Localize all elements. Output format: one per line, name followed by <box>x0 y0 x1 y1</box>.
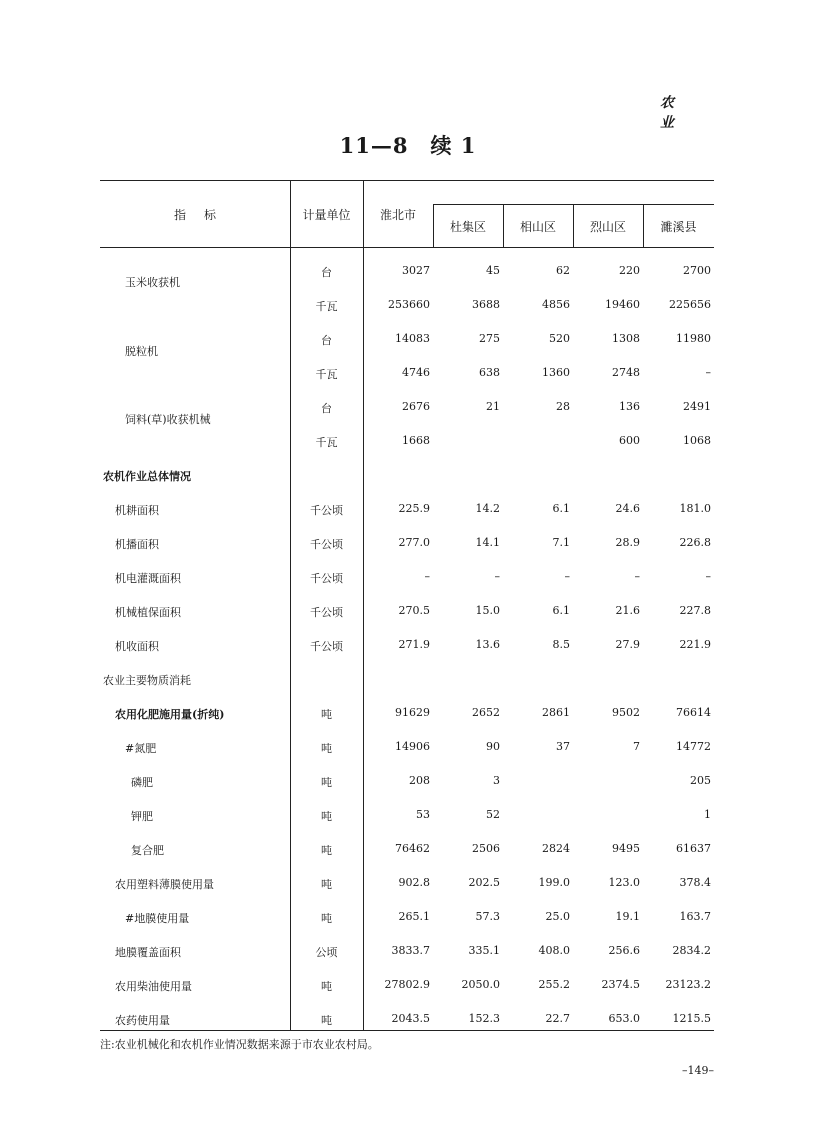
row-name: 机收面积 <box>115 640 159 653</box>
value-cell: 255.2 <box>538 978 570 991</box>
unit-cell: 千公顷 <box>310 504 343 517</box>
value-cell: 4746 <box>402 366 430 379</box>
header-indicator: 指标 <box>173 208 234 222</box>
value-cell: 220 <box>619 264 640 277</box>
value-cell: 14772 <box>676 740 711 753</box>
value-cell: 21 <box>486 400 500 413</box>
value-cell: 2700 <box>683 264 711 277</box>
value-cell: 181.0 <box>679 502 711 515</box>
table-row <box>100 900 714 934</box>
value-cell: 1 <box>704 808 711 821</box>
table-title: 11—8 续 1 <box>339 133 477 158</box>
value-cell: 2676 <box>402 400 430 413</box>
unit-cell: 吨 <box>321 708 332 721</box>
value-cell: 227.8 <box>679 604 711 617</box>
value-cell: 202.5 <box>468 876 500 889</box>
value-cell: 76614 <box>676 706 711 719</box>
value-cell: 2506 <box>472 842 500 855</box>
value-cell: 208 <box>409 774 430 787</box>
row-name: 磷肥 <box>131 776 153 789</box>
value-cell: 378.4 <box>679 876 711 889</box>
table-row <box>100 662 714 696</box>
table-row <box>100 424 714 458</box>
table-row <box>100 254 714 288</box>
table-row <box>100 968 714 1002</box>
value-cell: 1068 <box>683 434 711 447</box>
value-cell: 270.5 <box>398 604 430 617</box>
value-cell: 14906 <box>395 740 430 753</box>
row-name: 地膜覆盖面积 <box>115 946 181 959</box>
value-cell: 61637 <box>676 842 711 855</box>
value-cell: 265.1 <box>398 910 430 923</box>
value-cell: 28.9 <box>615 536 640 549</box>
value-cell: 2050.0 <box>461 978 500 991</box>
value-cell: 22.7 <box>545 1012 570 1025</box>
value-cell: – <box>494 570 500 583</box>
header-district: 烈山区 <box>589 220 626 234</box>
unit-cell: 千公顷 <box>310 538 343 551</box>
value-cell: 136 <box>619 400 640 413</box>
table-row <box>100 730 714 764</box>
header-district: 杜集区 <box>449 220 486 234</box>
footnote: 注:农业机械化和农机作业情况数据来源于市农业农村局。 <box>100 1038 379 1051</box>
value-cell: 91629 <box>395 706 430 719</box>
row-name: 农机作业总体情况 <box>103 470 191 483</box>
value-cell: 9495 <box>612 842 640 855</box>
unit-cell: 吨 <box>321 912 332 925</box>
value-cell: 3688 <box>472 298 500 311</box>
value-cell: 53 <box>416 808 430 821</box>
table-row <box>100 934 714 968</box>
header-district: 相山区 <box>519 220 556 234</box>
unit-cell: 吨 <box>321 980 332 993</box>
table-row <box>100 322 714 356</box>
row-name: #氮肥 <box>125 742 157 755</box>
value-cell: 19460 <box>605 298 640 311</box>
header-city: 淮北市 <box>379 208 416 222</box>
row-name: 机电灌溉面积 <box>115 572 181 585</box>
value-cell: 6.1 <box>552 604 570 617</box>
row-name: 农用塑料薄膜使用量 <box>115 878 214 891</box>
value-cell: 3027 <box>402 264 430 277</box>
value-cell: 225656 <box>669 298 711 311</box>
table-header-rule <box>100 247 714 248</box>
unit-cell: 吨 <box>321 742 332 755</box>
value-cell: 2748 <box>612 366 640 379</box>
value-cell: 653.0 <box>608 1012 640 1025</box>
row-name: 脱粒机 <box>125 345 158 358</box>
value-cell: 1215.5 <box>672 1012 711 1025</box>
value-cell: – <box>705 570 711 583</box>
row-name: 农药使用量 <box>115 1014 170 1027</box>
value-cell: 25.0 <box>545 910 570 923</box>
value-cell: 221.9 <box>679 638 711 651</box>
value-cell: 1308 <box>612 332 640 345</box>
value-cell: 76462 <box>395 842 430 855</box>
header-district: 濉溪县 <box>660 220 697 234</box>
value-cell: 6.1 <box>552 502 570 515</box>
table-row <box>100 492 714 526</box>
table-top-rule <box>100 180 714 181</box>
value-cell: 52 <box>486 808 500 821</box>
unit-cell: 台 <box>321 402 332 415</box>
value-cell: 14.1 <box>475 536 500 549</box>
table-row <box>100 526 714 560</box>
value-cell: 11980 <box>676 332 711 345</box>
value-cell: 2861 <box>542 706 570 719</box>
district-header-rule <box>433 204 714 205</box>
value-cell: 256.6 <box>608 944 640 957</box>
value-cell: 253660 <box>388 298 430 311</box>
value-cell: 19.1 <box>615 910 640 923</box>
value-cell: 277.0 <box>398 536 430 549</box>
value-cell: 1360 <box>542 366 570 379</box>
value-cell: 21.6 <box>615 604 640 617</box>
value-cell: 335.1 <box>468 944 500 957</box>
unit-cell: 吨 <box>321 776 332 789</box>
row-name: 机播面积 <box>115 538 159 551</box>
row-name: #地膜使用量 <box>125 912 190 925</box>
value-cell: 408.0 <box>538 944 570 957</box>
value-cell: 14.2 <box>475 502 500 515</box>
row-name: 农用柴油使用量 <box>115 980 192 993</box>
value-cell: 123.0 <box>608 876 640 889</box>
value-cell: – <box>564 570 570 583</box>
row-name: 饲料(草)收获机械 <box>125 413 211 426</box>
row-name: 农业主要物质消耗 <box>103 674 191 687</box>
row-name: 机耕面积 <box>115 504 159 517</box>
value-cell: 275 <box>479 332 500 345</box>
value-cell: 14083 <box>395 332 430 345</box>
value-cell: 520 <box>549 332 570 345</box>
table-row <box>100 798 714 832</box>
value-cell: 2374.5 <box>601 978 640 991</box>
value-cell: 2043.5 <box>391 1012 430 1025</box>
table-row <box>100 832 714 866</box>
page-number: –149– <box>682 1064 714 1077</box>
unit-cell: 吨 <box>321 878 332 891</box>
value-cell: – <box>634 570 640 583</box>
unit-cell: 台 <box>321 266 332 279</box>
unit-cell: 吨 <box>321 1014 332 1027</box>
value-cell: 9502 <box>612 706 640 719</box>
value-cell: 7 <box>633 740 640 753</box>
value-cell: 225.9 <box>398 502 430 515</box>
value-cell: 27802.9 <box>384 978 430 991</box>
table-row <box>100 356 714 390</box>
unit-cell: 千瓦 <box>315 436 338 449</box>
value-cell: 2834.2 <box>672 944 711 957</box>
unit-cell: 千公顷 <box>310 572 343 585</box>
value-cell: 4856 <box>542 298 570 311</box>
table-row <box>100 764 714 798</box>
value-cell: 2824 <box>542 842 570 855</box>
value-cell: 90 <box>486 740 500 753</box>
value-cell: 15.0 <box>475 604 500 617</box>
value-cell: 638 <box>479 366 500 379</box>
value-cell: – <box>424 570 430 583</box>
value-cell: 23123.2 <box>665 978 711 991</box>
value-cell: 3833.7 <box>391 944 430 957</box>
value-cell: 199.0 <box>538 876 570 889</box>
row-name: 机械植保面积 <box>115 606 181 619</box>
value-cell: 152.3 <box>468 1012 500 1025</box>
row-name: 钾肥 <box>131 810 153 823</box>
value-cell: 226.8 <box>679 536 711 549</box>
value-cell: 57.3 <box>475 910 500 923</box>
table-row <box>100 594 714 628</box>
value-cell: 27.9 <box>615 638 640 651</box>
table-row <box>100 560 714 594</box>
value-cell: 13.6 <box>475 638 500 651</box>
value-cell: 271.9 <box>398 638 430 651</box>
value-cell: 62 <box>556 264 570 277</box>
value-cell: 28 <box>556 400 570 413</box>
table-row <box>100 1002 714 1036</box>
unit-cell: 千瓦 <box>315 300 338 313</box>
header-unit: 计量单位 <box>302 208 351 222</box>
value-cell: 2652 <box>472 706 500 719</box>
value-cell: 902.8 <box>398 876 430 889</box>
value-cell: 37 <box>556 740 570 753</box>
row-name: 复合肥 <box>131 844 164 857</box>
value-cell: – <box>705 366 711 379</box>
value-cell: 24.6 <box>615 502 640 515</box>
table-row <box>100 390 714 424</box>
unit-cell: 吨 <box>321 810 332 823</box>
table-row <box>100 866 714 900</box>
value-cell: 163.7 <box>679 910 711 923</box>
value-cell: 7.1 <box>552 536 570 549</box>
unit-cell: 吨 <box>321 844 332 857</box>
unit-cell: 公顷 <box>315 946 338 959</box>
table-row <box>100 458 714 492</box>
value-cell: 3 <box>493 774 500 787</box>
unit-cell: 千公顷 <box>310 606 343 619</box>
unit-cell: 千公顷 <box>310 640 343 653</box>
value-cell: 205 <box>690 774 711 787</box>
unit-cell: 台 <box>321 334 332 347</box>
table-row <box>100 628 714 662</box>
row-name: 农用化肥施用量(折纯) <box>115 708 225 721</box>
value-cell: 1668 <box>402 434 430 447</box>
value-cell: 600 <box>619 434 640 447</box>
unit-cell: 千瓦 <box>315 368 338 381</box>
row-name: 玉米收获机 <box>125 276 180 289</box>
table-row <box>100 696 714 730</box>
value-cell: 8.5 <box>552 638 570 651</box>
value-cell: 2491 <box>683 400 711 413</box>
value-cell: 45 <box>486 264 500 277</box>
section-label: 农业 <box>660 95 696 131</box>
table-row <box>100 288 714 322</box>
